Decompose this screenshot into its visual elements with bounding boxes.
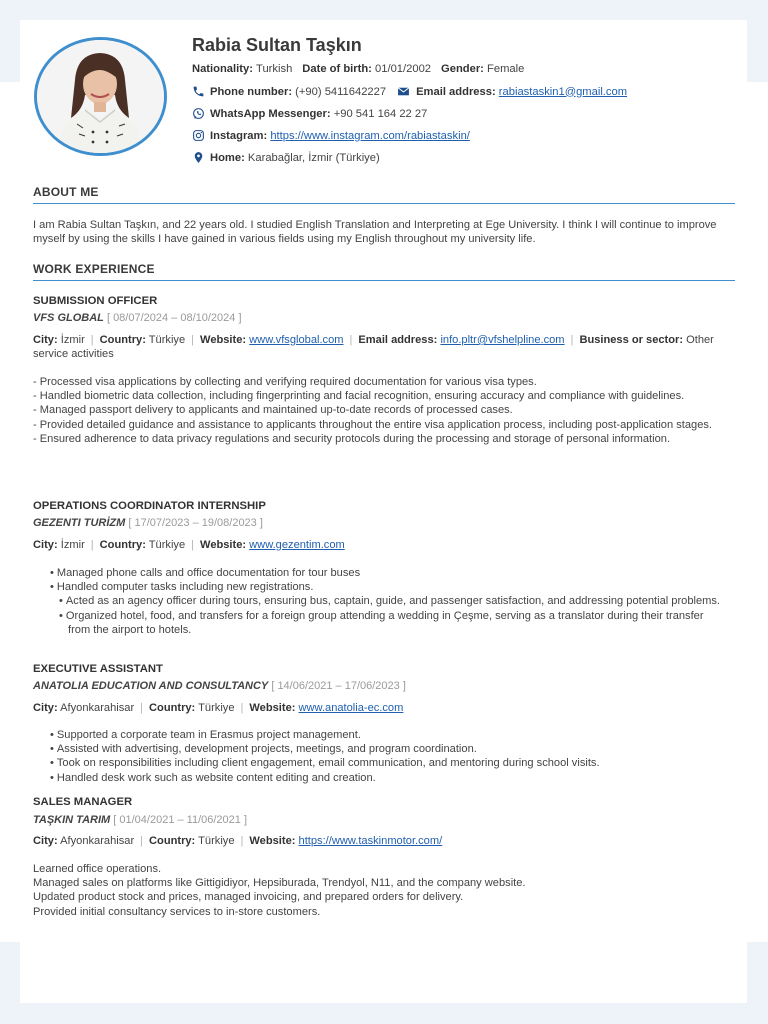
website-link[interactable]: www.vfsglobal.com	[249, 334, 344, 346]
work-section-divider	[33, 280, 735, 281]
website-label: Website:	[200, 539, 247, 551]
location-pin-icon	[192, 151, 205, 164]
job-description	[33, 375, 735, 446]
whatsapp-label: WhatsApp Messenger:	[210, 107, 331, 120]
email-link[interactable]: info.pltr@vfshelpline.com	[440, 334, 565, 346]
city-value: İzmir	[60, 539, 85, 551]
about-text: I am Rabia Sultan Taşkın, and 22 years old. I studied English Translation and Interpreting at Ege University. I think I will continue to improve myself by using the skills I have gained in various fields using my English throughout my university life.	[33, 219, 717, 246]
job-description	[33, 862, 735, 919]
job-title: EXECUTIVE ASSISTANT	[33, 663, 163, 675]
email-label: Email address:	[416, 85, 496, 98]
country-label: Country:	[149, 702, 196, 714]
description-line: Managed sales on platforms like Gittigidiyor, Hepsiburada, Trendyol, N11, and the company website.	[33, 877, 526, 890]
job-meta: City: Afyonkarahisar | Country: Türkiye | Website: https://www.taskinmotor.com/	[33, 835, 443, 847]
country-label: Country:	[99, 539, 146, 551]
gender-label: Gender:	[441, 63, 484, 75]
job-company: VFS GLOBAL	[33, 312, 104, 324]
job-dates: [ 01/04/2021 – 11/06/2021 ]	[113, 814, 248, 826]
country-label: Country:	[149, 835, 196, 847]
list-item: • Handled desk work such as website content editing and creation.	[50, 771, 725, 785]
city-label: City:	[33, 334, 58, 346]
home-line	[192, 151, 380, 164]
instagram-line	[192, 129, 470, 142]
home-label: Home:	[210, 151, 245, 164]
sector-label: Business or sector:	[579, 334, 684, 346]
about-section-divider	[33, 203, 735, 204]
profile-photo-illustration	[37, 40, 164, 153]
country-label: Country:	[99, 334, 146, 346]
website-label: Website:	[200, 334, 247, 346]
profile-photo	[34, 37, 167, 156]
job-company-line	[33, 517, 263, 529]
job-dates: [ 17/07/2023 – 19/08/2023 ]	[128, 517, 263, 529]
job-bullet-list	[50, 566, 725, 637]
job-title: SALES MANAGER	[33, 796, 133, 808]
whatsapp-line	[192, 107, 427, 120]
list-item: • Handled computer tasks including new registrations.	[50, 580, 725, 594]
email-icon	[396, 85, 411, 98]
whatsapp-value: +90 541 164 22 27	[333, 107, 428, 120]
instagram-icon	[192, 129, 205, 142]
website-link[interactable]: www.anatolia-ec.com	[298, 702, 404, 714]
email-link[interactable]: rabiastaskin1@gmail.com	[498, 85, 628, 98]
country-value: Türkiye	[198, 835, 235, 847]
instagram-label: Instagram:	[210, 129, 268, 142]
nationality-label: Nationality:	[192, 63, 253, 75]
list-item: • Supported a corporate team in Erasmus project management.	[50, 728, 725, 742]
candidate-name: Rabia Sultan Taşkın	[192, 35, 362, 55]
home-value: Karabağlar, İzmir (Türkiye)	[247, 151, 380, 164]
website-label: Website:	[249, 702, 296, 714]
phone-value: (+90) 5411642227	[295, 85, 387, 98]
job-company-line	[33, 814, 247, 826]
contact-line	[192, 85, 627, 98]
job-meta: City: İzmir | Country: Türkiye | Website: www.gezentim.com	[33, 539, 345, 551]
city-value: Afyonkarahisar	[60, 835, 135, 847]
city-label: City:	[33, 835, 58, 847]
job-company: GEZENTI TURİZM	[33, 517, 126, 529]
job-company-line	[33, 312, 242, 324]
website-link[interactable]: www.gezentim.com	[249, 539, 345, 551]
job-company: ANATOLIA EDUCATION AND CONSULTANCY	[33, 680, 269, 692]
personal-details-line	[192, 63, 524, 75]
description-line: - Processed visa applications by collecting and verifying required documentation for various visa types.	[33, 376, 537, 388]
country-value: Türkiye	[148, 539, 186, 551]
list-item: • Assisted with advertising, development projects, meetings, and program coordination.	[50, 742, 725, 756]
whatsapp-icon	[192, 107, 205, 120]
job-dates: [ 08/07/2024 – 08/10/2024 ]	[106, 312, 242, 324]
website-link[interactable]: https://www.taskinmotor.com/	[298, 835, 443, 847]
city-label: City:	[33, 539, 58, 551]
sector-value: Other service activities	[33, 334, 714, 361]
job-dates: [ 14/06/2021 – 17/06/2023 ]	[271, 680, 406, 692]
description-line: - Managed passport delivery to applicants and maintained up-to-date records of processed cases.	[33, 404, 513, 417]
list-item: • Took on responsibilities including client engagement, email communication, and mentoring during school visits.	[50, 756, 725, 770]
job-title: OPERATIONS COORDINATOR INTERNSHIP	[33, 500, 266, 512]
list-item: • Managed phone calls and office documentation for tour buses	[50, 566, 725, 580]
description-line: - Ensured adherence to data privacy regulations and security protocols during the processing and storage of personal information.	[33, 432, 671, 445]
phone-label: Phone number:	[210, 85, 293, 98]
city-label: City:	[33, 702, 58, 714]
description-line: Learned office operations.	[33, 863, 162, 875]
about-section-title: ABOUT ME	[33, 185, 99, 199]
city-value: İzmir	[60, 334, 85, 346]
job-company: TAŞKIN TARIM	[33, 814, 111, 826]
nationality-value: Turkish	[256, 63, 293, 75]
job-bullet-list	[50, 728, 725, 785]
description-line: - Provided detailed guidance and assistance to applicants throughout the entire visa application process, including post-application stages.	[33, 418, 712, 431]
email-label: Email address:	[358, 334, 438, 346]
dob-label: Date of birth:	[302, 63, 372, 75]
description-line: Updated product stock and prices, managed invoicing, and prepared orders for delivery.	[33, 891, 464, 904]
country-value: Türkiye	[198, 702, 235, 714]
country-value: Türkiye	[148, 334, 186, 346]
city-value: Afyonkarahisar	[60, 702, 135, 714]
list-item: • Acted as an agency officer during tours, ensuring bus, captain, guide, and passenger satisfaction, and addressing potential problems.	[50, 594, 725, 608]
description-line: Provided initial consultancy services to in-store customers.	[33, 905, 321, 918]
description-line: - Handled biometric data collection, including fingerprinting and facial recognition, ensuring accuracy and compliance with guidelines.	[33, 390, 685, 403]
job-company-line	[33, 680, 406, 692]
list-item: • Organized hotel, food, and transfers for a foreign group attending a wedding in Çeşme, serving as a translator during their transfer from the airport to hotels.	[50, 609, 725, 637]
website-label: Website:	[249, 835, 296, 847]
phone-icon	[192, 85, 205, 98]
job-meta: City: İzmir | Country: Türkiye | Website: www.vfsglobal.com | Email address: info.pltr@vfshelpline.com | Business or sector: Other service activities	[33, 334, 714, 361]
work-section-title: WORK EXPERIENCE	[33, 262, 155, 276]
gender-value: Female	[487, 63, 525, 75]
job-title: SUBMISSION OFFICER	[33, 295, 158, 307]
dob-value: 01/01/2002	[375, 63, 432, 75]
instagram-link[interactable]: https://www.instagram.com/rabiastaskin/	[270, 129, 470, 142]
job-meta: City: Afyonkarahisar | Country: Türkiye | Website: www.anatolia-ec.com	[33, 702, 404, 714]
